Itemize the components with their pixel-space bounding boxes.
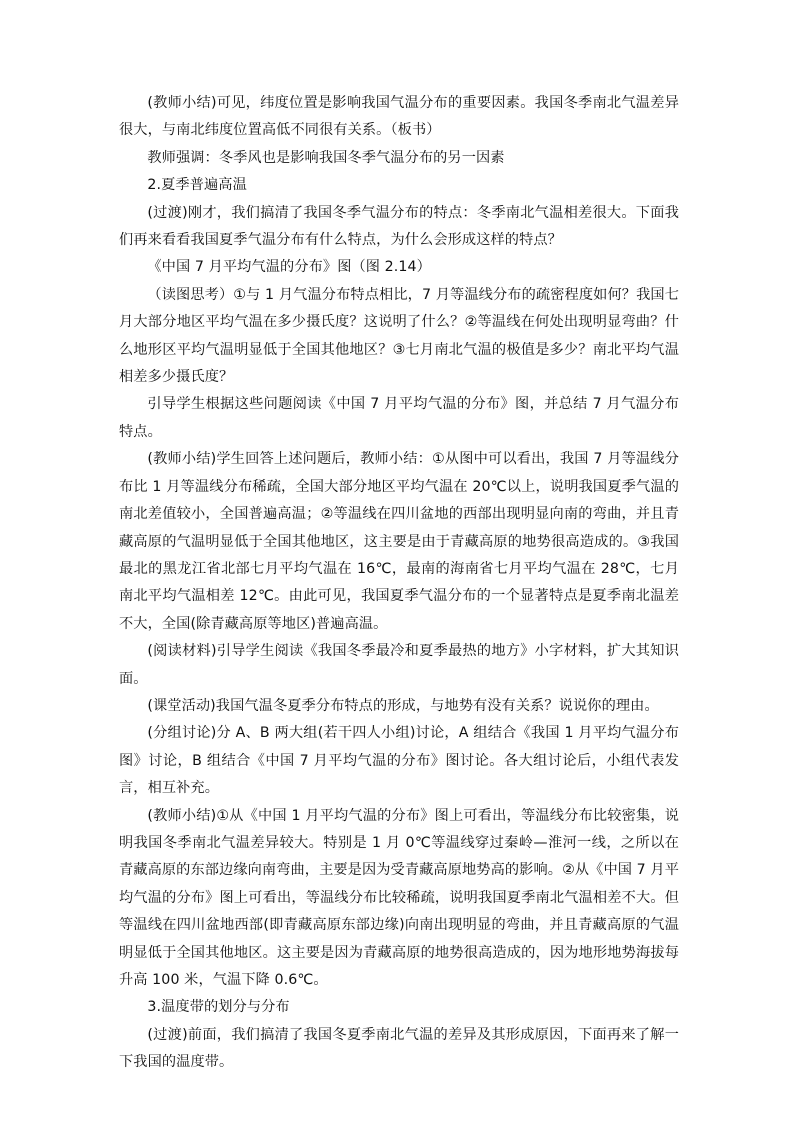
figure-reference-july-map: 《中国 7 月平均气温的分布》图（图 2.14） [147,259,431,276]
paragraph-transition-zones: (过渡)前面，我们搞清了我国冬夏季南北气温的差异及其形成原因，下面再来了解一下我国的温度带。 [119,1026,679,1071]
section-heading-summer-heat: 2.夏季普遍高温 [147,177,247,194]
paragraph-summary-july: (教师小结)学生回答上述问题后，教师小结：①从图中可以看出，我国 7 月等温线分布比 1 月等温线分布稀疏，全国大部分地区平均气温在 20℃以上，说明我国夏季气温的南北差值较小，全国普遍高温；②等温线在四川盆地的西部出现明显向南的弯曲，并且青藏高原的气温明显低于全国其他地区，这主要是由于青藏高原的地势很高造成的。③我国最北的黑龙江省北部七月平均气温在 16℃，最南的海南省七月平均气温在 28℃，七月南北平均气温相差 12℃。由此可见，我国夏季气温分布的一个显著特点是夏季南北温差不大，全国(除青藏高原等地区)普遍高温。 [119,451,679,632]
paragraph-transition-summer: (过渡)刚才，我们搞清了我国冬季气温分布的特点：冬季南北气温相差很大。下面我们再来看看我国夏季气温分布有什么特点，为什么会形成这样的特点？ [119,204,679,249]
paragraph-summary-latitude: (教师小结)可见，纬度位置是影响我国气温分布的重要因素。我国冬季南北气温差异很大，与南北纬度位置高低不同很有关系。（板书） [119,95,679,139]
paragraph-teacher-emphasis: 教师强调：冬季风也是影响我国冬季气温分布的另一因素 [147,149,505,166]
section-heading-temperature-zones: 3.温度带的划分与分布 [147,999,290,1016]
paragraph-map-questions: （读图思考）①与 1 月气温分布特点相比，7 月等温线分布的疏密程度如何？我国七月大部分地区平均气温在多少摄氏度？这说明了什么？②等温线在何处出现明显弯曲？什么地形区平均气温明显低于全国其他地区？③七月南北气温的极值是多少？南北平均气温相差多少摄氏度？ [119,286,679,386]
paragraph-summary-terrain: (教师小结)①从《中国 1 月平均气温的分布》图上可看出，等温线分布比较密集，说明我国冬季南北气温差异较大。特别是 1 月 0℃等温线穿过秦岭—淮河一线，之所以在青藏高原的东部边缘向南弯曲，主要是因为受青藏高原地势高的影响。②从《中国 7 月平均气温的分布》图上可看出，等温线分布比较稀疏，说明我国夏季南北气温相差不大。但等温线在四川盆地西部(即青藏高原东部边缘)向南出现明显的弯曲，并且青藏高原的气温明显低于全国其他地区。这主要是因为青藏高原的地势很高造成的，因为地形地势海拔每升高 100 米，气温下降 0.6℃。 [119,807,679,988]
document-body [119,90,679,1077]
paragraph-reading-material: (阅读材料)引导学生阅读《我国冬季最冷和夏季最热的地方》小字材料，扩大其知识面。 [119,643,679,687]
paragraph-group-discussion: (分组讨论)分 A、B 两大组(若干四人小组)讨论，A 组结合《我国 1 月平均气温分布图》讨论，B 组结合《中国 7 月平均气温的分布》图讨论。各大组讨论后，小组代表发言，相互补充。 [119,725,679,797]
paragraph-guide-reading: 引导学生根据这些问题阅读《中国 7 月平均气温的分布》图，并总结 7 月气温分布特点。 [119,396,679,440]
paragraph-class-activity: (课堂活动)我国气温冬夏季分布特点的形成，与地势有没有关系？说说你的理由。 [147,697,659,714]
